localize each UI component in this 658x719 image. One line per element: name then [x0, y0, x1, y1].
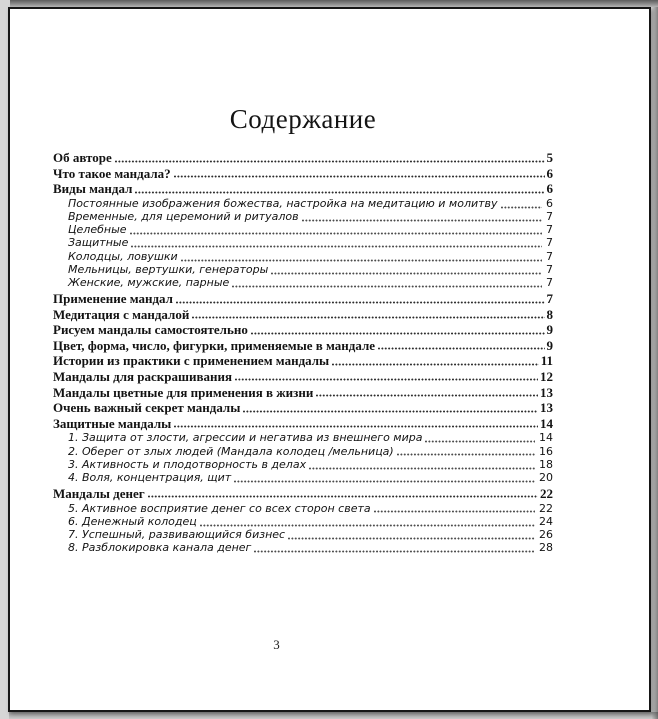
toc-entry-page: 9	[546, 337, 553, 353]
dotted-leader	[309, 467, 535, 470]
toc-entry	[53, 308, 553, 321]
toc-entry	[53, 323, 553, 336]
toc-entry	[53, 487, 553, 500]
toc-entry	[53, 264, 553, 276]
top-shadow-bar	[10, 0, 658, 7]
toc-entry-label: Женские, мужские, парные	[68, 276, 230, 289]
toc-entry-page: 13	[540, 384, 553, 400]
dotted-leader	[135, 191, 544, 194]
toc-entry-page: 16	[539, 444, 553, 458]
dotted-leader	[235, 378, 538, 381]
toc-entry-page: 13	[540, 400, 553, 416]
toc-entry-label: Очень важный секрет мандалы	[53, 400, 241, 416]
dotted-leader	[288, 537, 535, 540]
toc-entry-label: Временные, для церемоний и ритуалов	[68, 209, 299, 223]
dotted-leader	[271, 272, 542, 275]
toc-entry	[53, 339, 553, 352]
toc-entry-label: 7. Успешный, развивающийся бизнес	[68, 527, 286, 541]
toc-entry-page: 7	[546, 276, 553, 289]
dotted-leader	[181, 259, 542, 262]
toc-entry-page: 7	[546, 262, 553, 276]
dotted-leader	[234, 480, 535, 483]
toc-entry	[53, 167, 553, 180]
toc-entry-label: Виды мандал	[53, 181, 133, 197]
dotted-leader	[316, 394, 538, 397]
toc-entry	[53, 251, 553, 263]
toc-entry-page: 6	[546, 165, 553, 181]
dotted-leader	[176, 301, 545, 304]
toc-entry-page: 12	[540, 368, 553, 384]
dotted-leader	[332, 363, 539, 366]
toc-entry-page: 7	[546, 209, 553, 223]
toc-entry-label: Цвет, форма, число, фигурки, применяемые в мандале	[53, 337, 376, 353]
toc-entry-page: 14	[539, 431, 553, 445]
toc-list	[53, 151, 553, 555]
dotted-leader	[378, 347, 544, 350]
dotted-leader	[131, 245, 542, 248]
dotted-leader	[254, 550, 535, 553]
toc-entry-label: Что такое мандала?	[53, 165, 171, 181]
toc-entry	[53, 401, 553, 414]
toc-entry-page: 22	[539, 501, 553, 515]
toc-entry-label: Мандалы цветные для применения в жизни	[53, 384, 314, 400]
toc-entry	[53, 459, 553, 471]
dotted-leader	[174, 425, 538, 428]
toc-entry	[53, 211, 553, 223]
toc-entry-label: 8. Разблокировка канала денег	[68, 541, 252, 555]
toc-entry-page: 7	[546, 291, 553, 306]
toc-entry-page: 18	[539, 457, 553, 471]
document-page	[8, 7, 651, 712]
dotted-leader	[243, 410, 538, 413]
dotted-leader	[232, 285, 542, 288]
toc-entry	[53, 432, 553, 444]
dotted-leader	[130, 232, 542, 235]
toc-entry-page: 24	[539, 514, 553, 528]
dotted-leader	[200, 524, 535, 527]
toc-entry	[53, 446, 553, 458]
toc-entry	[53, 237, 553, 249]
toc-entry	[53, 472, 553, 484]
toc-entry-label: Колодцы, ловушки	[68, 249, 178, 263]
toc-entry-label: 2. Оберег от злых людей (Мандала колодец /мельница)	[68, 444, 394, 458]
toc-entry	[53, 198, 553, 210]
toc-entry-label: Мельницы, вертушки, генераторы	[68, 262, 269, 276]
toc-entry	[53, 529, 553, 541]
toc-entry-page: 7	[546, 223, 553, 237]
toc-entry-page: 20	[539, 470, 553, 484]
toc-entry	[53, 386, 553, 399]
toc-entry	[53, 542, 553, 554]
toc-entry-label: Постоянные изображения божества, настройка на медитацию и молитву	[68, 196, 498, 210]
toc-entry-page: 5	[546, 150, 553, 165]
toc-entry-page: 7	[546, 249, 553, 263]
toc-entry-label: 5. Активное восприятие денег со всех сторон света	[68, 501, 371, 515]
toc-entry-label: 4. Воля, концентрация, щит	[68, 470, 232, 484]
toc-entry-page: 8	[546, 306, 553, 322]
toc-entry	[53, 516, 553, 528]
page-number: 3	[273, 637, 280, 652]
toc-entry-label: 1. Защита от злости, агрессии и негатива из внешнего мира	[68, 431, 423, 445]
page-title: Содержание	[229, 104, 377, 134]
toc-entry-page: 11	[540, 353, 553, 369]
toc-entry	[53, 503, 553, 515]
toc-entry-label: Истории из практики с применением мандалы	[53, 353, 330, 369]
dotted-leader	[397, 453, 535, 456]
dotted-leader	[425, 440, 535, 443]
toc-entry	[53, 151, 553, 164]
page-content	[53, 9, 553, 710]
dotted-leader	[148, 495, 538, 498]
toc-entry-label: Мандалы для раскрашивания	[53, 368, 233, 384]
toc-entry-page: 7	[546, 236, 553, 250]
dotted-leader	[251, 332, 545, 335]
toc-entry	[53, 182, 553, 195]
dotted-leader	[115, 160, 545, 163]
toc-entry	[53, 292, 553, 305]
bottom-shadow	[9, 712, 658, 719]
toc-entry-label: Защитные мандалы	[53, 415, 172, 431]
dotted-leader	[174, 175, 545, 178]
toc-entry	[53, 224, 553, 236]
toc-entry	[53, 370, 553, 383]
toc-entry	[53, 354, 553, 367]
toc-entry-label: Целебные	[68, 223, 127, 237]
toc-entry-page: 9	[546, 322, 553, 338]
toc-entry-page: 22	[540, 485, 553, 501]
toc-entry	[53, 277, 553, 289]
toc-entry-label: 3. Активность и плодотворность в делах	[68, 457, 307, 471]
toc-entry-label: Мандалы денег	[53, 485, 145, 501]
right-shadow	[652, 0, 658, 719]
toc-entry-label: Рисуем мандалы самостоятельно	[53, 322, 248, 338]
toc-entry-label: Применение мандал	[53, 291, 173, 306]
toc-entry	[53, 417, 553, 430]
toc-entry-label: Об авторе	[53, 150, 112, 165]
toc-entry-label: Медитация с мандалой	[53, 306, 190, 322]
toc-entry-page: 6	[546, 181, 553, 197]
toc-entry-page: 28	[539, 541, 553, 555]
dotted-leader	[374, 510, 535, 513]
dotted-leader	[302, 219, 542, 222]
toc-entry-page: 26	[539, 527, 553, 541]
toc-entry-page: 14	[540, 415, 553, 431]
toc-entry-label: Защитные	[68, 236, 129, 250]
toc-entry-label: 6. Денежный колодец	[68, 514, 197, 528]
toc-entry-page: 6	[546, 196, 553, 210]
dotted-leader	[192, 316, 544, 319]
dotted-leader	[501, 206, 542, 209]
